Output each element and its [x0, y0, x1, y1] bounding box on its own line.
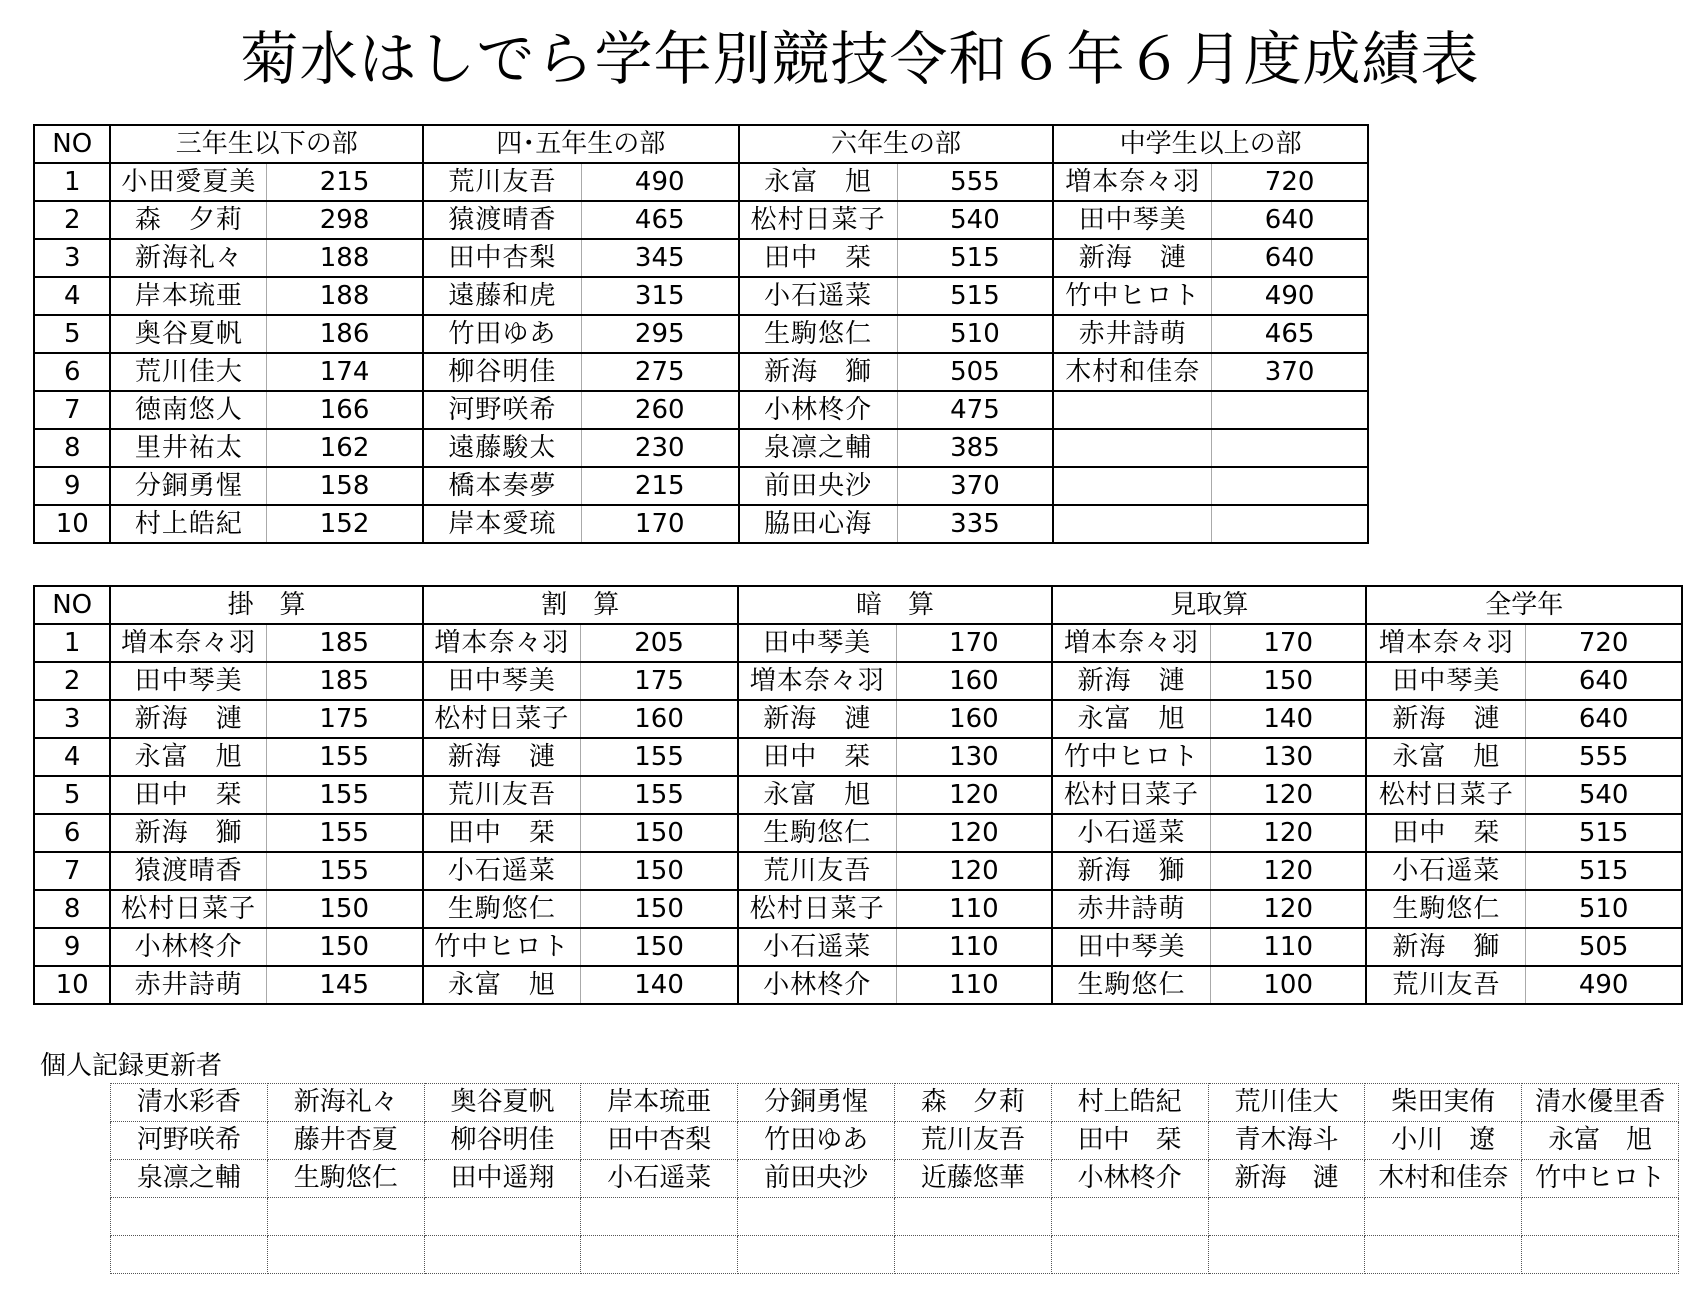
- table-row: [34, 505, 1368, 543]
- student-name: 荒川友吾: [423, 163, 581, 201]
- score: 230: [581, 429, 738, 467]
- student-name: 徳南悠人: [110, 391, 266, 429]
- record-holder-name: 清水彩香: [111, 1084, 268, 1122]
- record-holder-name: 生駒悠仁: [267, 1160, 424, 1198]
- student-name: 赤井詩萌: [1052, 890, 1210, 928]
- event-ranking-table: [33, 585, 1683, 1005]
- score: 155: [266, 738, 422, 776]
- score: 160: [896, 662, 1052, 700]
- record-holder-name: 永富 旭: [1522, 1122, 1679, 1160]
- record-holder-name: [1051, 1236, 1208, 1274]
- rank-number: 5: [34, 776, 110, 814]
- student-name: 荒川友吾: [423, 776, 581, 814]
- student-name: 新海 漣: [1053, 239, 1211, 277]
- record-holder-name: 柳谷明佳: [424, 1122, 581, 1160]
- score: 188: [267, 239, 423, 277]
- score: 150: [581, 814, 738, 852]
- section-header: 暗 算: [738, 586, 1052, 624]
- student-name: 竹田ゆあ: [423, 315, 581, 353]
- record-holder-name: 田中 栞: [1051, 1122, 1208, 1160]
- score: 490: [581, 163, 738, 201]
- records-label: 個人記録更新者: [40, 1051, 223, 1081]
- score: [1212, 429, 1368, 467]
- student-name: 遠藤駿太: [423, 429, 581, 467]
- student-name: 竹中ヒロト: [1052, 738, 1210, 776]
- student-name: 田中琴美: [738, 624, 896, 662]
- student-name: 新海 漣: [738, 700, 896, 738]
- score: 510: [897, 315, 1053, 353]
- student-name: 松村日菜子: [110, 890, 266, 928]
- score: 158: [267, 467, 423, 505]
- student-name: 村上皓紀: [110, 505, 266, 543]
- student-name: 田中 栞: [739, 239, 897, 277]
- score: 215: [581, 467, 738, 505]
- student-name: 田中 栞: [110, 776, 266, 814]
- score: 155: [266, 814, 422, 852]
- student-name: 増本奈々羽: [738, 662, 896, 700]
- section-header: 見取算: [1052, 586, 1366, 624]
- student-name: 新海 漣: [110, 700, 266, 738]
- student-name: 小石遥菜: [1052, 814, 1210, 852]
- record-holder-name: [1522, 1198, 1679, 1236]
- record-holder-name: 藤井杏夏: [267, 1122, 424, 1160]
- score: 215: [267, 163, 423, 201]
- header-row: [34, 125, 1368, 163]
- rank-number: 2: [34, 201, 110, 239]
- record-holder-name: [1522, 1236, 1679, 1274]
- table-row: [34, 277, 1368, 315]
- score: 110: [896, 890, 1052, 928]
- score: 490: [1212, 277, 1368, 315]
- score: 345: [581, 239, 738, 277]
- record-holder-name: [1051, 1198, 1208, 1236]
- record-holder-name: [267, 1198, 424, 1236]
- record-holder-name: [894, 1198, 1051, 1236]
- student-name: 田中杏梨: [423, 239, 581, 277]
- student-name: 田中琴美: [1053, 201, 1211, 239]
- record-holder-name: 小林柊介: [1051, 1160, 1208, 1198]
- record-holder-name: 荒川友吾: [894, 1122, 1051, 1160]
- score: 170: [896, 624, 1052, 662]
- score: 540: [1526, 776, 1682, 814]
- score: 515: [1526, 852, 1682, 890]
- score: 370: [1212, 353, 1368, 391]
- record-holder-name: 岸本琉亜: [581, 1084, 738, 1122]
- section-header: 全学年: [1366, 586, 1682, 624]
- score: 370: [897, 467, 1053, 505]
- record-holder-name: 清水優里香: [1522, 1084, 1679, 1122]
- record-holder-name: 竹田ゆあ: [738, 1122, 895, 1160]
- table-row: [34, 890, 1682, 928]
- section-header: 割 算: [423, 586, 738, 624]
- student-name: 泉凛之輔: [739, 429, 897, 467]
- score: 555: [897, 163, 1053, 201]
- student-name: 荒川友吾: [738, 852, 896, 890]
- student-name: 柳谷明佳: [423, 353, 581, 391]
- score: 510: [1526, 890, 1682, 928]
- record-holder-name: 前田央沙: [738, 1160, 895, 1198]
- rank-number: 10: [34, 505, 110, 543]
- score: 150: [266, 928, 422, 966]
- record-holder-name: 新海 漣: [1208, 1160, 1365, 1198]
- score: 160: [896, 700, 1052, 738]
- rank-number: 9: [34, 467, 110, 505]
- student-name: 岸本愛琉: [423, 505, 581, 543]
- table-row: [34, 391, 1368, 429]
- score: 465: [581, 201, 738, 239]
- score: 298: [267, 201, 423, 239]
- record-holder-name: 田中遥翔: [424, 1160, 581, 1198]
- student-name: 新海 漣: [1366, 700, 1525, 738]
- rank-number: 1: [34, 163, 110, 201]
- student-name: [1053, 467, 1211, 505]
- table-row: [34, 163, 1368, 201]
- rank-number: 2: [34, 662, 110, 700]
- table-row: [34, 429, 1368, 467]
- table-row: [34, 624, 1682, 662]
- score: 640: [1212, 201, 1368, 239]
- score: 720: [1526, 624, 1682, 662]
- rank-number: 4: [34, 738, 110, 776]
- record-holder-name: [267, 1236, 424, 1274]
- student-name: 永富 旭: [1052, 700, 1210, 738]
- score: [1212, 467, 1368, 505]
- score: 260: [581, 391, 738, 429]
- student-name: 新海 獅: [110, 814, 266, 852]
- section-header: 六年生の部: [739, 125, 1054, 163]
- student-name: 河野咲希: [423, 391, 581, 429]
- rank-number: 4: [34, 277, 110, 315]
- record-holder-name: 竹中ヒロト: [1522, 1160, 1679, 1198]
- header-row: [34, 586, 1682, 624]
- student-name: 田中 栞: [1366, 814, 1525, 852]
- score: 120: [1210, 890, 1366, 928]
- table-row: [34, 852, 1682, 890]
- rank-number: 6: [34, 814, 110, 852]
- score: 175: [581, 662, 738, 700]
- student-name: 荒川佳大: [110, 353, 266, 391]
- score: 505: [897, 353, 1053, 391]
- record-holder-name: [738, 1236, 895, 1274]
- record-holder-name: 小石遥菜: [581, 1160, 738, 1198]
- student-name: 永富 旭: [739, 163, 897, 201]
- table-row: [34, 814, 1682, 852]
- table-row: [34, 315, 1368, 353]
- record-holder-name: [111, 1198, 268, 1236]
- score: 120: [1210, 776, 1366, 814]
- score: 335: [897, 505, 1053, 543]
- score: 155: [266, 852, 422, 890]
- record-holder-name: 森 夕莉: [894, 1084, 1051, 1122]
- record-holder-name: [1365, 1198, 1522, 1236]
- record-holder-name: [581, 1198, 738, 1236]
- score: 110: [1210, 928, 1366, 966]
- student-name: 松村日菜子: [738, 890, 896, 928]
- rank-number: 9: [34, 928, 110, 966]
- score: 640: [1526, 700, 1682, 738]
- score: 120: [896, 814, 1052, 852]
- section-header: 三年生以下の部: [110, 125, 422, 163]
- score: 515: [897, 239, 1053, 277]
- table-row: [34, 353, 1368, 391]
- score: 155: [266, 776, 422, 814]
- score: 205: [581, 624, 738, 662]
- student-name: 新海礼々: [110, 239, 266, 277]
- student-name: 木村和佳奈: [1053, 353, 1211, 391]
- score: 720: [1212, 163, 1368, 201]
- student-name: 生駒悠仁: [423, 890, 581, 928]
- record-holder-name: 青木海斗: [1208, 1122, 1365, 1160]
- score: 275: [581, 353, 738, 391]
- score: 540: [897, 201, 1053, 239]
- student-name: 竹中ヒロト: [423, 928, 581, 966]
- score: 150: [1210, 662, 1366, 700]
- score: [1212, 505, 1368, 543]
- rank-number: 3: [34, 239, 110, 277]
- record-holder-name: 近藤悠華: [894, 1160, 1051, 1198]
- rank-number: 1: [34, 624, 110, 662]
- score: 150: [581, 890, 738, 928]
- section-header: 四･五年生の部: [423, 125, 739, 163]
- student-name: 小石遥菜: [739, 277, 897, 315]
- student-name: 猿渡晴香: [423, 201, 581, 239]
- rank-number: 8: [34, 429, 110, 467]
- student-name: 田中琴美: [1052, 928, 1210, 966]
- student-name: 松村日菜子: [739, 201, 897, 239]
- student-name: 新海 獅: [1052, 852, 1210, 890]
- score: 160: [581, 700, 738, 738]
- table-row: [34, 467, 1368, 505]
- rank-number: 8: [34, 890, 110, 928]
- student-name: 森 夕莉: [110, 201, 266, 239]
- table-row: [34, 239, 1368, 277]
- table-row: [34, 966, 1682, 1004]
- score: 130: [1210, 738, 1366, 776]
- record-holder-name: [1365, 1236, 1522, 1274]
- record-holder-name: 新海礼々: [267, 1084, 424, 1122]
- record-holder-name: [1208, 1236, 1365, 1274]
- score: 162: [267, 429, 423, 467]
- score: 150: [581, 928, 738, 966]
- student-name: 松村日菜子: [423, 700, 581, 738]
- student-name: 小石遥菜: [738, 928, 896, 966]
- record-holder-name: 分銅勇惺: [738, 1084, 895, 1122]
- score: 170: [581, 505, 738, 543]
- score: 110: [896, 966, 1052, 1004]
- score: 465: [1212, 315, 1368, 353]
- score: 295: [581, 315, 738, 353]
- student-name: 小石遥菜: [423, 852, 581, 890]
- record-holder-name: 木村和佳奈: [1365, 1160, 1522, 1198]
- table-row: [34, 662, 1682, 700]
- student-name: 田中琴美: [423, 662, 581, 700]
- rank-number: 10: [34, 966, 110, 1004]
- score: 515: [1526, 814, 1682, 852]
- student-name: 生駒悠仁: [738, 814, 896, 852]
- score: 315: [581, 277, 738, 315]
- rank-number: 7: [34, 391, 110, 429]
- student-name: 永富 旭: [423, 966, 581, 1004]
- student-name: 新海 獅: [739, 353, 897, 391]
- record-holder-name: 村上皓紀: [1051, 1084, 1208, 1122]
- score: 155: [581, 776, 738, 814]
- no-header: NO: [34, 586, 110, 624]
- student-name: 永富 旭: [1366, 738, 1525, 776]
- record-row: [111, 1198, 1679, 1236]
- student-name: 小林柊介: [738, 966, 896, 1004]
- student-name: [1053, 391, 1211, 429]
- student-name: 小田愛夏美: [110, 163, 266, 201]
- record-holder-name: [1208, 1198, 1365, 1236]
- score: 640: [1212, 239, 1368, 277]
- student-name: 竹中ヒロト: [1053, 277, 1211, 315]
- score: 170: [1210, 624, 1366, 662]
- score: 155: [581, 738, 738, 776]
- score: 505: [1526, 928, 1682, 966]
- record-holder-name: [894, 1236, 1051, 1274]
- score: 110: [896, 928, 1052, 966]
- record-holder-name: 奥谷夏帆: [424, 1084, 581, 1122]
- student-name: 増本奈々羽: [423, 624, 581, 662]
- student-name: 遠藤和虎: [423, 277, 581, 315]
- rank-number: 5: [34, 315, 110, 353]
- section-header: 中学生以上の部: [1053, 125, 1368, 163]
- student-name: 増本奈々羽: [1053, 163, 1211, 201]
- student-name: 永富 旭: [738, 776, 896, 814]
- table-row: [34, 700, 1682, 738]
- student-name: 脇田心海: [739, 505, 897, 543]
- table-row: [34, 928, 1682, 966]
- score: 120: [896, 776, 1052, 814]
- table-row: [34, 201, 1368, 239]
- score: 186: [267, 315, 423, 353]
- score: 120: [896, 852, 1052, 890]
- record-holder-name: [738, 1198, 895, 1236]
- score: 490: [1526, 966, 1682, 1004]
- score: 475: [897, 391, 1053, 429]
- score: 140: [581, 966, 738, 1004]
- score: 166: [267, 391, 423, 429]
- student-name: 新海 獅: [1366, 928, 1525, 966]
- student-name: [1053, 505, 1211, 543]
- student-name: 増本奈々羽: [110, 624, 266, 662]
- student-name: 生駒悠仁: [1052, 966, 1210, 1004]
- score: 555: [1526, 738, 1682, 776]
- student-name: 前田央沙: [739, 467, 897, 505]
- record-holders-table: [110, 1083, 1679, 1274]
- student-name: 猿渡晴香: [110, 852, 266, 890]
- rank-number: 6: [34, 353, 110, 391]
- no-header: NO: [34, 125, 110, 163]
- student-name: 松村日菜子: [1052, 776, 1210, 814]
- grade-ranking-table: [33, 124, 1369, 544]
- record-row: [111, 1236, 1679, 1274]
- score: 150: [581, 852, 738, 890]
- score: 174: [267, 353, 423, 391]
- record-holder-name: [424, 1198, 581, 1236]
- student-name: 生駒悠仁: [1366, 890, 1525, 928]
- record-holder-name: [424, 1236, 581, 1274]
- score: 120: [1210, 814, 1366, 852]
- record-holder-name: [581, 1236, 738, 1274]
- student-name: 小林柊介: [739, 391, 897, 429]
- score: 385: [897, 429, 1053, 467]
- score: 130: [896, 738, 1052, 776]
- score: 185: [266, 624, 422, 662]
- score: 140: [1210, 700, 1366, 738]
- record-row: [111, 1122, 1679, 1160]
- student-name: 田中 栞: [738, 738, 896, 776]
- student-name: 田中琴美: [1366, 662, 1525, 700]
- score: 152: [267, 505, 423, 543]
- record-holder-name: 田中杏梨: [581, 1122, 738, 1160]
- page-title: 菊水はしでら学年別競技令和６年６月度成績表: [240, 25, 1480, 93]
- rank-number: 7: [34, 852, 110, 890]
- student-name: 田中琴美: [110, 662, 266, 700]
- score: 640: [1526, 662, 1682, 700]
- record-holder-name: 荒川佳大: [1208, 1084, 1365, 1122]
- table-row: [34, 776, 1682, 814]
- student-name: 奥谷夏帆: [110, 315, 266, 353]
- student-name: 里井祐太: [110, 429, 266, 467]
- student-name: 赤井詩萌: [1053, 315, 1211, 353]
- student-name: 荒川友吾: [1366, 966, 1525, 1004]
- student-name: 新海 漣: [1052, 662, 1210, 700]
- record-holder-name: 河野咲希: [111, 1122, 268, 1160]
- student-name: 小林柊介: [110, 928, 266, 966]
- table-row: [34, 738, 1682, 776]
- student-name: 分銅勇惺: [110, 467, 266, 505]
- score: 188: [267, 277, 423, 315]
- student-name: 松村日菜子: [1366, 776, 1525, 814]
- student-name: 岸本琉亜: [110, 277, 266, 315]
- student-name: 増本奈々羽: [1366, 624, 1525, 662]
- student-name: 増本奈々羽: [1052, 624, 1210, 662]
- score: 145: [266, 966, 422, 1004]
- record-row: [111, 1084, 1679, 1122]
- record-holder-name: 柴田実侑: [1365, 1084, 1522, 1122]
- student-name: 赤井詩萌: [110, 966, 266, 1004]
- student-name: 生駒悠仁: [739, 315, 897, 353]
- score: 150: [266, 890, 422, 928]
- section-header: 掛 算: [110, 586, 422, 624]
- score: 100: [1210, 966, 1366, 1004]
- rank-number: 3: [34, 700, 110, 738]
- record-holder-name: 小川 遼: [1365, 1122, 1522, 1160]
- score: 515: [897, 277, 1053, 315]
- score: 175: [266, 700, 422, 738]
- student-name: 小石遥菜: [1366, 852, 1525, 890]
- score: [1212, 391, 1368, 429]
- score: 120: [1210, 852, 1366, 890]
- record-holder-name: 泉凛之輔: [111, 1160, 268, 1198]
- score: 185: [266, 662, 422, 700]
- student-name: 永富 旭: [110, 738, 266, 776]
- student-name: 田中 栞: [423, 814, 581, 852]
- record-holder-name: [111, 1236, 268, 1274]
- record-row: [111, 1160, 1679, 1198]
- student-name: 橋本奏夢: [423, 467, 581, 505]
- student-name: [1053, 429, 1211, 467]
- student-name: 新海 漣: [423, 738, 581, 776]
